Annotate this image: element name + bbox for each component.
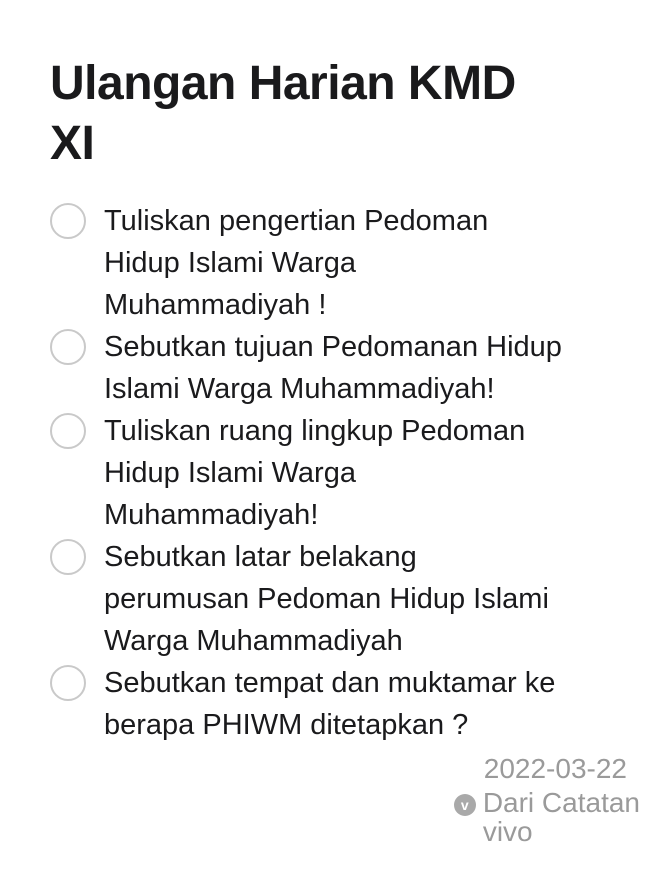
checklist-item — [50, 200, 640, 326]
checklist-item-text: Tuliskan pengertian Pedoman Hidup Islami Warga Muhammadiyah ! — [104, 205, 489, 321]
checklist — [50, 200, 640, 746]
checkbox-circle-icon[interactable] — [50, 539, 86, 575]
checkbox-circle-icon[interactable] — [50, 665, 86, 701]
note-footer — [50, 752, 640, 846]
checklist-item — [50, 326, 640, 410]
checklist-item-text: Sebutkan tempat dan muktamar ke berapa PHIWM ditetapkan ? — [104, 667, 556, 741]
note-title: Ulangan Harian KMD XI — [50, 57, 516, 170]
checkbox-circle-icon[interactable] — [50, 413, 86, 449]
checklist-item-text: Tuliskan ruang lingkup Pedoman Hidup Islami Warga Muhammadiyah! — [104, 415, 526, 531]
note-source-text: Dari Catatan vivo — [482, 787, 640, 847]
note-source — [50, 788, 640, 846]
checklist-item — [50, 662, 640, 746]
checkbox-circle-icon[interactable] — [50, 329, 86, 365]
note-date: 2022-03-22 — [483, 753, 627, 784]
checklist-item — [50, 536, 640, 662]
vivo-logo-letter: v — [460, 797, 469, 813]
checklist-item — [50, 410, 640, 536]
checkbox-circle-icon[interactable] — [50, 203, 86, 239]
checklist-item-text: Sebutkan tujuan Pedomanan Hidup Islami Warga Muhammadiyah! — [104, 331, 562, 405]
checklist-item-text: Sebutkan latar belakang perumusan Pedoman Hidup Islami Warga Muhammadiyah — [104, 541, 549, 657]
vivo-logo-icon — [454, 794, 476, 816]
